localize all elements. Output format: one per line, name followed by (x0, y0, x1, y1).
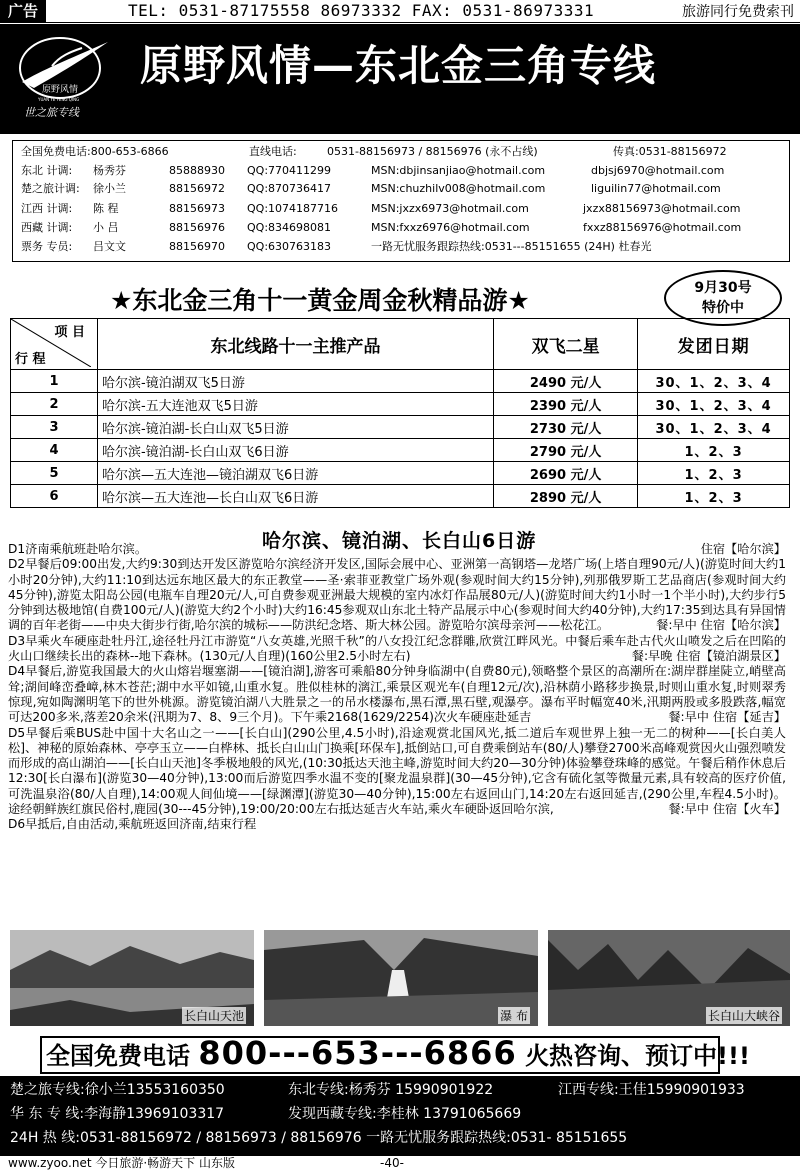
table-row: 2 哈尔滨-五大连池双飞5日游 2390 元/人 30、1、2、3、4 (11, 393, 790, 416)
day-1: 住宿【哈尔滨】 D1济南乘航班赴哈尔滨。 (8, 542, 786, 556)
tour-table (10, 318, 790, 508)
day-3: D3早乘火车硬座赴牡丹江,途径牡丹江市游览“八女英雄,光照千秋”的八女投江纪念群雕,欣赏江畔风光。中餐后乘车赴古代火山喷发之后在凹陷的火山口继续长出的森林--地下森林。(130元/人自理)(160公里2.5小时左右) 餐:早晚 住宿【镜泊湖景区】 (8, 633, 786, 664)
hotline-number: 800---653---6866 (198, 1034, 517, 1072)
logo-script: 世之旅专线 (24, 106, 79, 119)
section-headline: ★东北金三角十一黄金周金秋精品游★ (110, 286, 530, 315)
table-row: 4 哈尔滨-镜泊湖-长白山双飞6日游 2790 元/人 1、2、3 (11, 439, 790, 462)
day-6: D6早抵后,自由活动,乘航班返回济南,结束行程 (8, 817, 257, 832)
itinerary-text (8, 542, 786, 833)
direct-phone: 0531-88156973 / 88156976 (永不占线) (327, 145, 538, 158)
header-corner: 项 目 行 程 (11, 319, 98, 370)
photo-tianchi (10, 930, 254, 1026)
photo-waterfall (264, 930, 538, 1026)
header-price: 双飞二星 (494, 319, 638, 370)
badge-label: 特价中 (702, 300, 744, 316)
table-header (11, 319, 790, 370)
direct-label: 直线电话: (249, 145, 297, 158)
badge-date: 9月30号 (694, 280, 752, 296)
day-4: D4早餐后,游览我国最大的火山熔岩堰塞湖——[镜泊湖],游客可乘船80分钟身临湖中(自费80元),领略整个景区的高潮所在:湖岸群崖陡立,峭壁高耸;湖间峰峦叠嶂,林木苍茫;湖中水平如镜,山重水复。胜似桂林的漓江,乘景区观光车(自理12元/次),沿林荫小路移步换景,时则山重水复,时则翠秀惊现,宛如陶渊明笔下的世外桃源。游览镜泊湖八大胜景之一的吊水楼瀑布,黑石潭,黑石壁,观瀑亭。瀑布平时幅宽40米,汛期两股或多股跌落,幅宽可达200多米,落差20余米(汛期为7、8、9三个月)。下午乘2168(1629/2254)次火车硬座赴延吉 餐:早中 住宿【延吉】 (8, 664, 786, 725)
hotline-label: 全国免费电话 (46, 1042, 190, 1070)
site-url: www.zyoo.net 今日旅游·畅游天下 山东版 (8, 1156, 235, 1170)
swallow-logo-icon (12, 30, 122, 120)
hotline-cta: 火热咨询、预订中!!! (525, 1042, 750, 1070)
page-title: 原野风情—东北金三角专线 (140, 41, 657, 90)
contacts-box: 全国免费电话:800-653-6866 直线电话: 0531-88156973 / 88156976 (永不占线) 传真:0531-88156972 东北 计调: 杨秀芬 85888930 QQ:770411299 MSN:dbjinsanjiao@hotmail.com dbjsj6970@hotmail.com 楚之旅计调: 徐小兰 88156972 QQ:870736417 MSN:chuzhilv008@hotmail.com liguilin77@hotmail.com 江西 计调: 陈 程 88156973 QQ:1074187716 MSN:jxzx6973@hotmail.com jxzx88156973@hotmail.com 西藏 计调: 小 吕 88156976 QQ:834698081 MSN:fxxz6976@hotmail.com fxxz88156976@hotmail.com 票务 专员: 吕文文 88156970 QQ:630763183 一路无忧服务跟踪热线:0531---85151655 (24H) 杜春光 (12, 140, 790, 262)
waterfall-photo-icon (264, 930, 538, 1026)
table-row: 6 哈尔滨—五大连池—长白山双飞6日游 2890 元/人 1、2、3 (11, 485, 790, 508)
bottom-strip (0, 1156, 800, 1171)
photo-caption: 长白山大峡谷 (707, 1009, 780, 1023)
fax: 传真:0531-88156972 (613, 145, 727, 158)
day-2: D2早餐后09:00出发,大约9:30到达开发区游览哈尔滨经济开发区,国际会展中心、亚洲第一高钢塔—龙塔广场(上塔自理90元/人)(游览时间大约1小时20分钟),大约11:10到达远东地区最大的东正教堂——圣·索菲亚教堂广场外观(参观时间大约15分钟),列那俄罗斯工艺品商店(参观时间大约45分钟),游览太阳岛公园(电瓶车自理20元/人,可自费参观亚洲最大规模的室内冰灯作品展80元/人)(游览时间大约1小时一1个半小时),大约步行5分钟到达极地馆(自费100元/人)(游览大约2个小时)大约16:45参观双山东北土特产品展示中心(参观时间大约40分钟),大约17:35到达具有异国情调的百年老街——中央大街步行街,哈尔滨的城标——防洪纪念塔、斯大林公园。游览哈尔滨母亲河——松花江。 餐:早中 住宿【哈尔滨】 (8, 557, 786, 633)
page-number: -40- (380, 1156, 404, 1170)
logo-text: 原野风情 (42, 85, 79, 95)
table-row: 5 哈尔滨—五大连池—镜泊湖双飞6日游 2690 元/人 1、2、3 (11, 462, 790, 485)
contact-strip: TEL: 0531-87175558 86973332 FAX: 0531-86973331 (128, 1, 595, 20)
table-row: 1 哈尔滨-镜泊湖双飞5日游 2490 元/人 30、1、2、3、4 (11, 370, 790, 393)
hotline (46, 1034, 750, 1072)
photo-caption: 瀑 布 (500, 1009, 528, 1023)
free-phone: 全国免费电话:800-653-6866 (21, 145, 169, 158)
logo-sub: YUAN YE FENG QING (38, 97, 80, 102)
itinerary-title: 哈尔滨、镜泊湖、长白山6日游 (262, 530, 537, 552)
photo-caption: 长白山天池 (183, 1009, 244, 1023)
ad-tag: 广告 (0, 0, 46, 22)
photo-canyon (548, 930, 790, 1026)
free-request-label: 旅游同行免费索刊 (682, 4, 794, 20)
footer: 楚之旅专线:徐小兰13553160350 东北专线:杨秀芬 15990901922 江西专线:王佳15990901933 华 东 专 线:李海静13969103317 发现西藏专线:李桂林 13791065669 24H 热 线:0531-88156972 / 88156973 / 88156976 一路无忧服务跟踪热线:0531- 85151655 (0, 1076, 800, 1156)
header-product: 东北线路十一主推产品 (97, 319, 493, 370)
brand-logo (12, 30, 122, 120)
header-dates: 发团日期 (638, 319, 790, 370)
day-5: D5早餐后乘BUS赴中国十大名山之一——[长白山](290公里,4.5小时),沿途观赏北国风光,抵二道后车观世界上独一无二的树种——[长白美人松]、神秘的原始森林、亭亭玉立——白桦林、抵长白山山门换乘[环保车],抵倒站口,可自费乘倒站车(80/人)攀登2700米高峰观赏因火山强烈喷发而形成的高山湖泊——[长白山天池]冬季极地般的风光,(10:30抵达天池主峰,游览时间大约20—30分钟)体验攀登珠峰的感觉。午餐后稍作休息后12:30[长白瀑布](游览30—40分钟),13:00而后游览四季水温不变的[聚龙温泉群](30—45分钟),它含有硫化氢等微量元素,具有较高的医疗价值,可洗温泉浴(80/人自理),14:00观人间仙境——[绿渊潭](游览30—40分钟),15:00左右返回山门,14:20左右返回延吉,(290公里,车程4.5小时)。途经朝鲜族红旗民俗村,鹿园(30---45分钟),19:00/20:00左右抵达延吉火车站,乘火车硬卧返回哈尔滨, 餐:早中 住宿【火车】 (8, 725, 786, 817)
table-row: 3 哈尔滨-镜泊湖-长白山双飞5日游 2730 元/人 30、1、2、3、4 (11, 416, 790, 439)
